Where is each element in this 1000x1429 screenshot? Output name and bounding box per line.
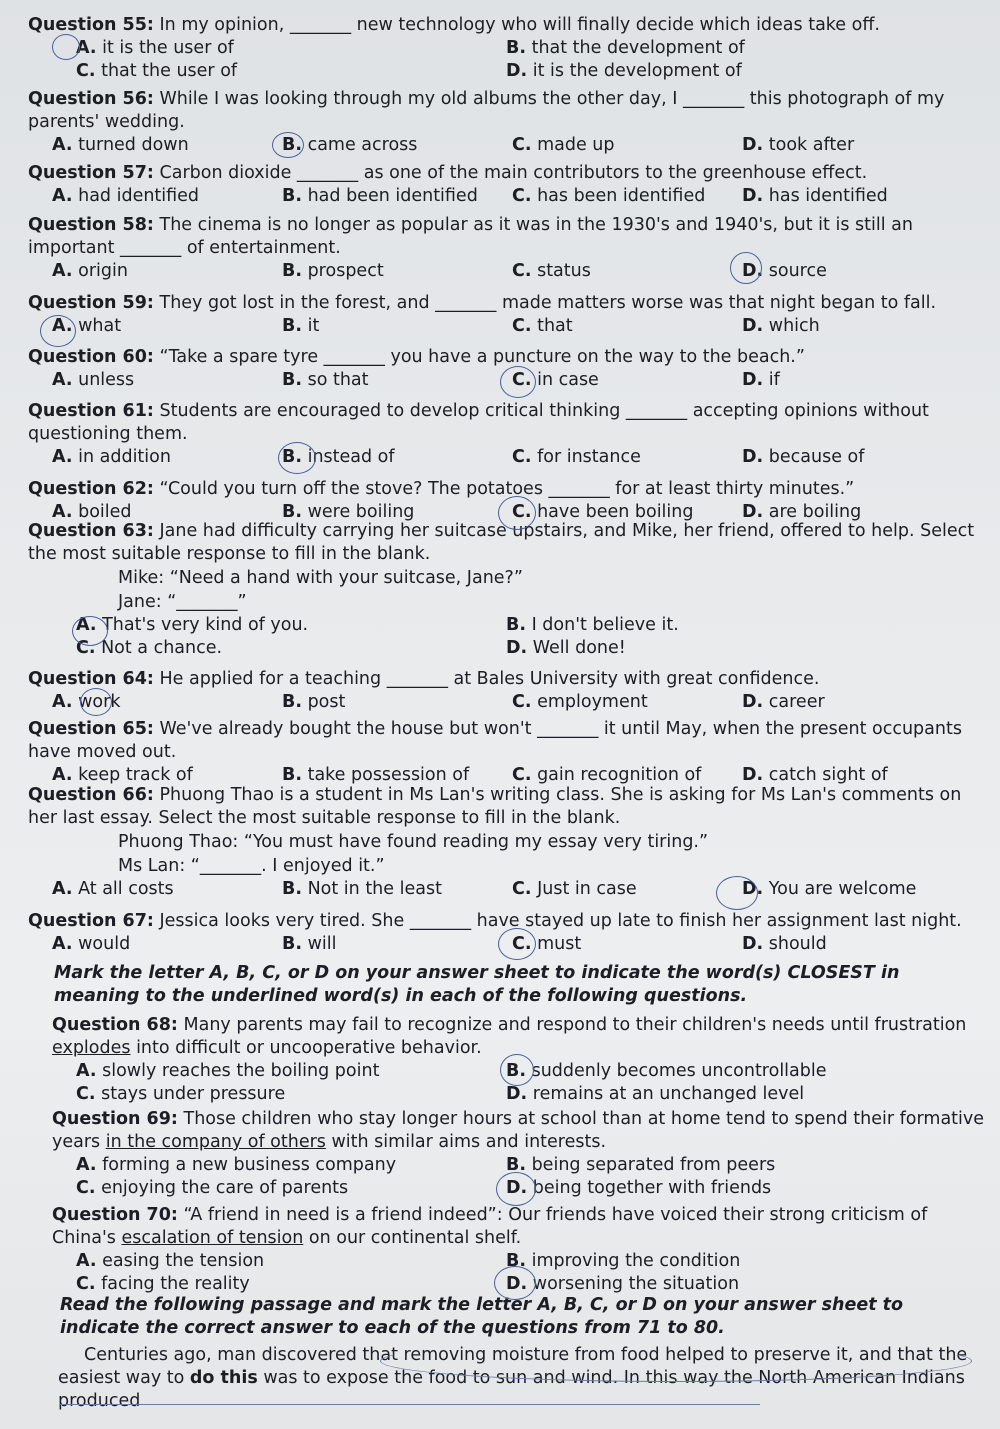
- option-d[interactable]: [506, 60, 936, 83]
- option-d[interactable]: [742, 933, 972, 956]
- option-letter: D.: [742, 447, 764, 467]
- dialog-line: Jane: “_______”: [118, 592, 247, 612]
- option-c[interactable]: [76, 60, 506, 83]
- question-number: Question 67:: [28, 911, 154, 931]
- question-text: Phuong Thao is a student in Ms Lan's writing class. She is asking for Ms Lan's comments on her last essay. Select the most suitable response to fill in the blank.: [28, 785, 962, 828]
- question-60: [28, 346, 986, 392]
- option-letter: B.: [282, 135, 302, 155]
- underlined-word: explodes: [52, 1038, 131, 1058]
- option-text: You are welcome: [768, 879, 917, 899]
- option-letter: D.: [742, 879, 764, 899]
- stem-text: into difficult or uncooperative behavior.: [130, 1038, 482, 1058]
- question-number: Question 70:: [52, 1205, 178, 1225]
- option-text: have been boiling: [537, 502, 694, 522]
- option-letter: C.: [76, 61, 96, 81]
- question-text: In my opinion, _______ new technology who will finally decide which ideas take off.: [159, 15, 880, 35]
- option-letter: C.: [512, 879, 532, 899]
- option-letter: C.: [512, 261, 532, 281]
- option-letter: B.: [282, 502, 302, 522]
- option-a[interactable]: [76, 37, 506, 60]
- option-letter: C.: [76, 638, 96, 658]
- question-text: “Could you turn off the stove? The potatoes _______ for at least thirty minutes.”: [159, 479, 855, 499]
- option-letter: A.: [76, 1155, 97, 1175]
- option-a[interactable]: [76, 1060, 506, 1083]
- option-text: easing the tension: [102, 1251, 265, 1271]
- option-text: in case: [537, 370, 599, 390]
- question-stem: [52, 1204, 986, 1250]
- option-letter: D.: [742, 261, 764, 281]
- option-c[interactable]: [512, 933, 742, 956]
- option-text: so that: [307, 370, 369, 390]
- option-d[interactable]: [742, 260, 972, 283]
- option-letter: A.: [52, 765, 73, 785]
- option-text: it is the user of: [102, 38, 234, 58]
- question-stem: [28, 162, 986, 185]
- option-text: that the development of: [531, 38, 745, 58]
- question-number: Question 65:: [28, 719, 154, 739]
- option-a[interactable]: [76, 1250, 506, 1273]
- options: [28, 134, 986, 157]
- question-stem: [28, 346, 986, 369]
- option-text: Not a chance.: [101, 638, 223, 658]
- option-letter: C.: [512, 135, 532, 155]
- option-letter: D.: [742, 765, 764, 785]
- question-text: “Take a spare tyre _______ you have a puncture on the way to the beach.”: [159, 347, 805, 367]
- option-letter: C.: [512, 447, 532, 467]
- option-letter: A.: [76, 38, 97, 58]
- option-text: must: [537, 934, 582, 954]
- question-number: Question 56:: [28, 89, 154, 109]
- option-letter: D.: [742, 135, 764, 155]
- option-letter: D.: [742, 502, 764, 522]
- question-65: [28, 718, 986, 787]
- option-letter: D.: [506, 61, 528, 81]
- option-letter: A.: [52, 135, 73, 155]
- option-text: it: [307, 316, 320, 336]
- option-b[interactable]: [282, 260, 512, 283]
- passage-bold-phrase: do this: [189, 1368, 258, 1388]
- option-a[interactable]: [76, 614, 506, 637]
- question-number: Question 68:: [52, 1015, 178, 1035]
- option-c[interactable]: [76, 1273, 506, 1296]
- option-letter: D.: [742, 316, 764, 336]
- option-a[interactable]: [52, 446, 282, 469]
- underlined-word: escalation of tension: [121, 1228, 304, 1248]
- option-b[interactable]: [506, 1250, 936, 1273]
- option-b[interactable]: [282, 933, 512, 956]
- question-stem: [28, 214, 986, 260]
- passage-text: was to expose the food to sun and wind. In this way the North American Indians produced: [58, 1368, 965, 1411]
- question-number: Question 61:: [28, 401, 154, 421]
- option-letter: A.: [52, 692, 73, 712]
- options: [52, 1250, 986, 1296]
- question-number: Question 57:: [28, 163, 154, 183]
- option-b[interactable]: [282, 185, 512, 208]
- question-stem: [28, 910, 986, 933]
- question-text: They got lost in the forest, and _______ made matters worse was that night began to fall.: [159, 293, 937, 313]
- option-text: take possession of: [307, 765, 470, 785]
- options: [52, 1060, 986, 1106]
- option-letter: D.: [506, 1178, 528, 1198]
- option-letter: A.: [52, 934, 73, 954]
- dialog-block: [28, 566, 986, 614]
- option-text: are boiling: [768, 502, 862, 522]
- option-c[interactable]: [512, 691, 742, 714]
- dialog-line: Phuong Thao: “You must have found reading my essay very tiring.”: [118, 832, 709, 852]
- option-letter: A.: [52, 261, 73, 281]
- option-text: post: [307, 692, 346, 712]
- options: [28, 315, 986, 338]
- option-c[interactable]: [512, 878, 742, 901]
- option-letter: C.: [512, 765, 532, 785]
- option-letter: B.: [506, 38, 526, 58]
- option-d[interactable]: [742, 134, 972, 157]
- option-letter: B.: [282, 370, 302, 390]
- dialog-line: Mike: “Need a hand with your suitcase, Jane?”: [118, 568, 523, 588]
- question-number: Question 64:: [28, 669, 154, 689]
- option-text: stays under pressure: [101, 1084, 286, 1104]
- option-text: enjoying the care of parents: [101, 1178, 349, 1198]
- option-c[interactable]: [512, 369, 742, 392]
- option-b[interactable]: [282, 446, 512, 469]
- option-text: being together with friends: [532, 1178, 772, 1198]
- option-a[interactable]: [52, 315, 282, 338]
- option-letter: C.: [76, 1178, 96, 1198]
- option-text: would: [78, 934, 131, 954]
- option-letter: A.: [52, 370, 73, 390]
- option-letter: A.: [52, 447, 73, 467]
- option-text: had identified: [78, 186, 200, 206]
- option-text: worsening the situation: [532, 1274, 740, 1294]
- option-text: status: [537, 261, 591, 281]
- option-letter: B.: [506, 1251, 526, 1271]
- question-59: [28, 292, 986, 338]
- question-55: [28, 14, 986, 83]
- option-text: if: [768, 370, 780, 390]
- option-b[interactable]: [282, 369, 512, 392]
- option-b[interactable]: [282, 315, 512, 338]
- option-text: should: [768, 934, 827, 954]
- option-letter: A.: [52, 316, 73, 336]
- option-text: being separated from peers: [531, 1155, 776, 1175]
- option-a[interactable]: [52, 878, 282, 901]
- option-a[interactable]: [52, 691, 282, 714]
- option-text: has identified: [768, 186, 888, 206]
- question-stem: [52, 1108, 986, 1154]
- option-letter: A.: [76, 1061, 97, 1081]
- option-d[interactable]: [742, 446, 972, 469]
- option-d[interactable]: [742, 185, 972, 208]
- option-c[interactable]: [512, 134, 742, 157]
- option-letter: D.: [506, 1084, 528, 1104]
- option-text: forming a new business company: [102, 1155, 397, 1175]
- option-d[interactable]: [742, 369, 972, 392]
- option-a[interactable]: [52, 260, 282, 283]
- passage-text: Centuries ago, man discovered that removing moisture from food helped to preserve it, and that the easiest way to: [58, 1345, 968, 1388]
- option-letter: C.: [512, 316, 532, 336]
- option-text: improving the condition: [531, 1251, 741, 1271]
- option-letter: B.: [282, 186, 302, 206]
- question-stem: [28, 520, 986, 566]
- option-text: took after: [768, 135, 855, 155]
- option-text: has been identified: [537, 186, 706, 206]
- option-text: prospect: [307, 261, 384, 281]
- option-text: boiled: [78, 502, 132, 522]
- options: [28, 369, 986, 392]
- option-c[interactable]: [76, 1177, 506, 1200]
- option-text: work: [78, 692, 121, 712]
- question-56: [28, 88, 986, 157]
- options: [28, 37, 986, 83]
- reading-passage: [58, 1344, 978, 1413]
- dialog-block: [28, 830, 986, 878]
- option-text: gain recognition of: [537, 765, 702, 785]
- question-text: Carbon dioxide _______ as one of the main contributors to the greenhouse effect.: [159, 163, 868, 183]
- question-58: [28, 214, 986, 283]
- option-b[interactable]: [282, 878, 512, 901]
- option-letter: B.: [282, 765, 302, 785]
- option-text: Well done!: [532, 638, 626, 658]
- options: [28, 446, 986, 469]
- question-68: [52, 1014, 986, 1106]
- underlined-word: in the company of others: [105, 1132, 326, 1152]
- option-letter: B.: [506, 615, 526, 635]
- option-text: origin: [78, 261, 128, 281]
- option-a[interactable]: [76, 1154, 506, 1177]
- question-number: Question 55:: [28, 15, 154, 35]
- option-d[interactable]: [742, 315, 972, 338]
- option-text: facing the reality: [101, 1274, 250, 1294]
- question-text: While I was looking through my old albums the other day, I _______ this photograph of my parents' wedding.: [28, 89, 945, 132]
- option-letter: B.: [282, 316, 302, 336]
- option-c[interactable]: [76, 637, 506, 660]
- question-text: He applied for a teaching _______ at Bales University with great confidence.: [159, 669, 820, 689]
- options: [52, 1154, 986, 1200]
- option-letter: C.: [512, 934, 532, 954]
- option-d[interactable]: [506, 637, 936, 660]
- option-text: slowly reaches the boiling point: [102, 1061, 380, 1081]
- question-63: [28, 520, 986, 660]
- question-stem: [28, 718, 986, 764]
- option-letter: B.: [282, 934, 302, 954]
- question-text: Students are encouraged to develop critical thinking _______ accepting opinions without questioning them.: [28, 401, 929, 444]
- question-number: Question 59:: [28, 293, 154, 313]
- option-c[interactable]: [512, 315, 742, 338]
- question-number: Question 63:: [28, 521, 154, 541]
- option-text: were boiling: [307, 502, 415, 522]
- option-b[interactable]: [282, 134, 512, 157]
- option-d[interactable]: [506, 1083, 936, 1106]
- option-text: career: [768, 692, 825, 712]
- option-letter: D.: [742, 370, 764, 390]
- option-text: because of: [768, 447, 865, 467]
- option-letter: B.: [282, 261, 302, 281]
- question-stem: [52, 1014, 986, 1060]
- instruction-synonyms: Mark the letter A, B, C, or D on your answer sheet to indicate the word(s) CLOSEST in meaning to the underlined word(s) in each of the following questions.: [54, 963, 900, 1006]
- option-letter: C.: [76, 1274, 96, 1294]
- option-letter: B.: [506, 1061, 526, 1081]
- question-stem: [28, 14, 986, 37]
- stem-text: on our continental shelf.: [303, 1228, 522, 1248]
- option-text: which: [768, 316, 820, 336]
- option-letter: D.: [742, 186, 764, 206]
- question-61: [28, 400, 986, 469]
- option-text: catch sight of: [768, 765, 888, 785]
- option-letter: D.: [506, 638, 528, 658]
- option-text: Not in the least: [307, 879, 442, 899]
- option-letter: B.: [282, 447, 302, 467]
- instruction-passage: Read the following passage and mark the letter A, B, C, or D on your answer sheet to indicate the correct answer to each of the questions from 71 to 80.: [60, 1295, 904, 1338]
- question-stem: [28, 400, 986, 446]
- question-text: We've already bought the house but won't _______ it until May, when the present occupants have moved out.: [28, 719, 962, 762]
- option-text: that the user of: [101, 61, 238, 81]
- option-letter: B.: [282, 879, 302, 899]
- option-text: for instance: [537, 447, 641, 467]
- option-text: unless: [78, 370, 135, 390]
- option-letter: D.: [742, 934, 764, 954]
- question-text: Jessica looks very tired. She _______ have stayed up late to finish her assignment last night.: [159, 911, 962, 931]
- question-number: Question 69:: [52, 1109, 178, 1129]
- options: [28, 878, 986, 901]
- question-stem: [28, 784, 986, 830]
- stem-text: Those children who stay longer hours at school than at home tend to spend their formative years: [52, 1109, 985, 1152]
- option-text: Just in case: [537, 879, 637, 899]
- option-text: That's very kind of you.: [102, 615, 309, 635]
- option-c[interactable]: [512, 185, 742, 208]
- option-letter: B.: [506, 1155, 526, 1175]
- option-text: instead of: [307, 447, 395, 467]
- question-stem: [28, 478, 986, 501]
- option-b[interactable]: [506, 1060, 936, 1083]
- question-number: Question 58:: [28, 215, 154, 235]
- options: [28, 691, 986, 714]
- option-text: made up: [537, 135, 615, 155]
- question-69: [52, 1108, 986, 1200]
- option-b[interactable]: [506, 37, 936, 60]
- option-letter: C.: [512, 370, 532, 390]
- question-text: The cinema is no longer as popular as it was in the 1930's and 1940's, but it is still an important _______ of entertainment.: [28, 215, 913, 258]
- option-text: had been identified: [307, 186, 478, 206]
- stem-text: Many parents may fail to recognize and respond to their children's needs until frustration: [183, 1015, 967, 1035]
- option-letter: A.: [52, 186, 73, 206]
- question-number: Question 60:: [28, 347, 154, 367]
- options: [28, 185, 986, 208]
- option-text: in addition: [78, 447, 171, 467]
- option-b[interactable]: [282, 691, 512, 714]
- option-a[interactable]: [52, 185, 282, 208]
- question-67: [28, 910, 986, 956]
- option-letter: A.: [52, 879, 73, 899]
- option-letter: A.: [52, 502, 73, 522]
- question-stem: [28, 292, 986, 315]
- question-70: [52, 1204, 986, 1296]
- option-text: came across: [307, 135, 418, 155]
- option-text: that: [537, 316, 573, 336]
- option-b[interactable]: [506, 614, 936, 637]
- option-c[interactable]: [512, 260, 742, 283]
- option-letter: D.: [506, 1274, 528, 1294]
- option-letter: A.: [76, 615, 97, 635]
- option-c[interactable]: [76, 1083, 506, 1106]
- option-text: source: [768, 261, 827, 281]
- question-number: Question 62:: [28, 479, 154, 499]
- question-57: [28, 162, 986, 208]
- options: [28, 260, 986, 283]
- question-number: Question 66:: [28, 785, 154, 805]
- option-a[interactable]: [52, 369, 282, 392]
- option-text: suddenly becomes uncontrollable: [531, 1061, 827, 1081]
- options: [28, 614, 986, 660]
- option-letter: D.: [742, 692, 764, 712]
- option-d[interactable]: [742, 691, 972, 714]
- option-b[interactable]: [506, 1154, 936, 1177]
- option-a[interactable]: [52, 134, 282, 157]
- question-66: [28, 784, 986, 901]
- option-text: employment: [537, 692, 648, 712]
- option-text: keep track of: [78, 765, 193, 785]
- option-letter: A.: [76, 1251, 97, 1271]
- option-text: what: [78, 316, 122, 336]
- option-text: it is the development of: [532, 61, 742, 81]
- option-d[interactable]: [506, 1273, 936, 1296]
- option-d[interactable]: [506, 1177, 936, 1200]
- options: [28, 933, 986, 956]
- question-64: [28, 668, 986, 714]
- stem-text: “A friend in need is a friend indeed”: Our friends have voiced their strong criticism of China's: [52, 1205, 928, 1248]
- option-c[interactable]: [512, 446, 742, 469]
- option-a[interactable]: [52, 933, 282, 956]
- dialog-line: Ms Lan: “_______. I enjoyed it.”: [118, 856, 385, 876]
- option-text: I don't believe it.: [531, 615, 679, 635]
- option-letter: C.: [512, 186, 532, 206]
- option-d[interactable]: [742, 878, 972, 901]
- option-letter: C.: [76, 1084, 96, 1104]
- option-letter: B.: [282, 692, 302, 712]
- option-text: At all costs: [78, 879, 174, 899]
- question-62: [28, 478, 986, 524]
- option-letter: C.: [512, 692, 532, 712]
- question-text: Jane had difficulty carrying her suitcase upstairs, and Mike, her friend, offered to help. Select the most suitable response to fill in the blank.: [28, 521, 975, 564]
- option-letter: C.: [512, 502, 532, 522]
- question-stem: [28, 88, 986, 134]
- stem-text: with similar aims and interests.: [325, 1132, 607, 1152]
- question-stem: [28, 668, 986, 691]
- option-text: turned down: [78, 135, 189, 155]
- option-text: remains at an unchanged level: [532, 1084, 805, 1104]
- option-text: will: [307, 934, 337, 954]
